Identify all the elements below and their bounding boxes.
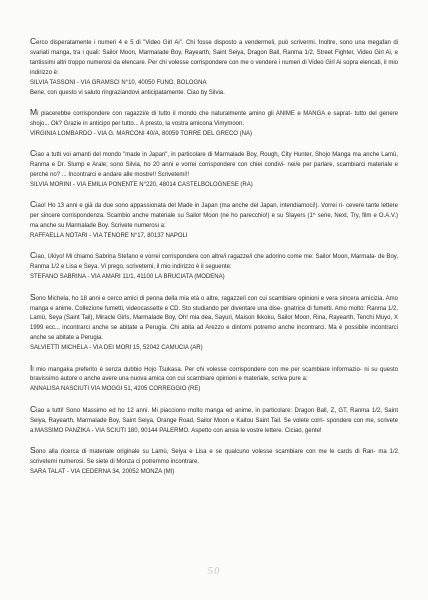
reader-letter [30, 251, 398, 283]
reader-letter [30, 200, 398, 242]
letter-initial: S [30, 291, 36, 302]
letters-column [30, 37, 398, 478]
letter-signature-address: SALVIETTI MICHELA - VIA DEI MORI 15, 52042 CAMUCIA (AR) [30, 345, 203, 352]
letter-body: iao, Ukiyo! Mi chiamo Sabrina Stefano e vorrei corrispondere con altre/i ragazze/i che adorino come me: Sailor Moon, Marmala- de Boy, Ranma 1/2 e Lisa e Seya. Vi prego, scrivetemi, il mio indirizzo è il seguente: [30, 254, 398, 271]
letter-signature-address: SARA TALAT - VIA CEDERNA 34, 20052 MONZA (MI) [30, 468, 175, 475]
letter-text [30, 200, 398, 242]
letter-initial: I [30, 362, 33, 373]
letter-text [30, 364, 398, 396]
letter-text [30, 251, 398, 283]
reader-letter [30, 37, 398, 98]
letter-signature-address: SILVIA MORINI - VIA EMILIA PONENTE N°220, 48014 CASTELBOLOGNESE (RA) [30, 181, 253, 188]
letter-text [30, 149, 398, 191]
letter-signature-address: STEFANO SABRINA - VIA AMARI 11/1, 41100 LA BRUCIATA (MODENA) [30, 274, 225, 281]
reader-letter [30, 364, 398, 396]
letter-body: ono alla ricerca di materiale originale su Lamù, Seiya e Lisa e se qualcuno volesse scambiare con me le cards di Ran- ma 1/2 scrivetemi numerosi. Se siete di Monza ci potremmo incontrare. [30, 449, 398, 465]
reader-letter [30, 108, 398, 140]
letter-initial: S [30, 445, 36, 455]
letter-signature-address: RAFFAELLA NOTARI - VIA TENORE N°17, 80137 NAPOLI [30, 233, 188, 239]
letter-text [30, 446, 398, 478]
letter-initial: C [30, 148, 37, 159]
letter-text [30, 37, 398, 98]
reader-letter [30, 293, 398, 354]
letter-signature-address: SILVIA TASSONI - VIA GRAMSCI N°10, 40050 FUNO, BOLOGNA [30, 79, 207, 86]
letter-body: l mio mangaka preferito è senza dubbio Hojo Tsukasa. Per chi volesse corrispondere con me per scambiare informazio- ni su questo bravissimo autore o anche avere una nuova amica con cui scambiare opinioni e materiale, scriva pure a: [30, 366, 398, 383]
letter-initial: C [30, 199, 37, 210]
letter-initial: C [30, 250, 37, 261]
letter-signature-address: MASSIMO PANZIKA - VIA SCIUTI 180, 90144 PALERMO. [35, 427, 190, 434]
letter-body: ono Michela, ho 18 anni e cerco amici di penna della mia età o altre, ragazze/i con cui scambiare opinioni e vera sincera amicizia. Amo manga e anime. Collezione fumetti, videocassette e CD. Sto studiando per diventare una dise- gnatrice di fumetti. Amo molto: Ranma 1/2, Lamù, Seya (Saint Tail), Miracle Girls, Marmalade Boy, Oh! mia dea, Sayuri, Maison Ikkoku, Sailor Moon, Rina, Rayearth, Tenchi Muyo, X 1999 ecc... incontrarci anche se abitate a Perugia. Chi abita ad Arezzo e dintorni potremo anche incontrarci. Ma è possibile incontrarci anche se abitate a Perugia. [30, 295, 398, 342]
reader-letter [30, 446, 398, 478]
letter-initial: M [30, 106, 38, 117]
letter-text [30, 405, 398, 437]
letter-signature-address: ANNALISA NASCIUTI VIA MOGGI 51, 4205 CORREGGIO (RE) [30, 386, 201, 393]
letter-text [30, 108, 398, 140]
letter-body: iao! Ho 13 anni e già da due sono appassionata del Made in Japan (ma anche del Japan, intendiamoci!). Vorrei ri- cevere tante lettere per sincere corrispondenza. Scambio anche materiale su Sailor Moon (ne ho parecchio!) e su Slayers (1^ serie, Next, Try, film e O.A.V.) ma anche su Marmalade Boy. Scrivete numerosi a: [30, 203, 398, 230]
letter-closing: Aspetto con ansia le vostre lettere. Ciciao, gente! [189, 427, 322, 434]
letter-signature-address: VIRGINIA LOMBARDO - VIA G. MARCONI 40/A, 80059 TORRE DEL GRECO (NA) [30, 130, 252, 137]
letter-closing: Bene, con questo vi saluto ringraziandovi anticipatamente. Ciao by Silvia. [30, 89, 225, 96]
letter-body: erco disperatamente i numeri 4 e 5 di "Video Girl Ai". Chi fosse disposto a vendermeli, può scrivermi. Inoltre, sono una megafan di svariati manga, tra i quali: Sailor Moon, Marmalade Boy, Rayearth, Saint Seiya, Dragon Ball, Ranma 1/2, Street Fighter, Video Girl Ai, e tantissimi altri troppo numerosi da elencare. Per chi volesse corrispondere con me o vendere i numeri di Video Girl Ai sopra elencati, il mio indirizzo è: [30, 40, 398, 76]
letter-initial: C [30, 403, 37, 414]
reader-letter [30, 149, 398, 191]
letter-initial: C [30, 36, 37, 46]
letter-text [30, 293, 398, 354]
reader-letter [30, 405, 398, 437]
letter-body: i piacerebbe corrispondere con ragazzi/e di tutto il mondo che naturalmente amino gli ANIME e MANGA e saprat- tutto del genere shojo... Ok? Grazie in anticipo per tutto... A presto, la vostra amicona Vimymoon. [30, 110, 398, 127]
letter-body: iao a tutti voi amanti del mondo "made in Japan", in particolare di Marmalade Boy, Rough, City Hunter, Shojo Manga ma anche Lamù, Ranma e Dr. Slump e Arale; sono Silvia, ho 20 anni e vorrei corrispondere con chiei condivi- nei/e per parlare, scambiarci materiale e perché no? ... Incontrarci e andare alle mostre!! Scrivetemi!! [30, 152, 398, 178]
letter-body: iao a tutti! Sono Massimo ed ho 12 anni. Mi piacciono molto manga ed anime, in particolare: Dragon Ball, Z, GT, Ranma 1/2, Saint Seiya, Rayearth, Marmalade Boy, Saint Seiya, Orange Road, Sailor Moon e Kaitou Saint Tail. Se volete corri- spondere con me, scrivete a: [30, 407, 398, 434]
page-number: 50 [207, 565, 221, 577]
